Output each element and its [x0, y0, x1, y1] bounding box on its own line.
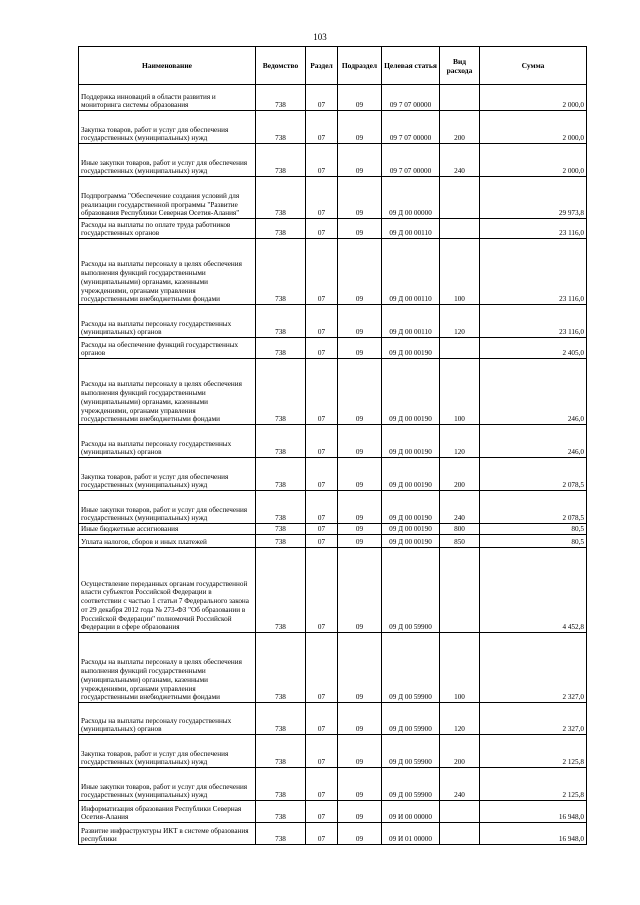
row-target: 09 Д 00 59900 — [382, 548, 440, 633]
header-amount: Сумма — [480, 47, 587, 85]
row-section: 07 — [306, 85, 338, 111]
row-dept: 738 — [256, 633, 306, 703]
row-expense — [440, 177, 480, 219]
row-dept: 738 — [256, 111, 306, 144]
row-subsection: 09 — [338, 85, 382, 111]
row-subsection: 09 — [338, 111, 382, 144]
row-expense: 120 — [440, 703, 480, 735]
row-section: 07 — [306, 801, 338, 823]
row-expense: 200 — [440, 735, 480, 768]
table-row — [79, 548, 587, 633]
page-number: 103 — [313, 32, 327, 42]
row-expense — [440, 85, 480, 111]
row-dept: 738 — [256, 85, 306, 111]
row-dept: 738 — [256, 823, 306, 845]
row-dept: 738 — [256, 177, 306, 219]
table-row — [79, 239, 587, 305]
row-dept: 738 — [256, 425, 306, 458]
row-expense — [440, 548, 480, 633]
row-name: Иные бюджетные ассигнования — [79, 524, 256, 535]
table-row — [79, 524, 587, 535]
row-dept: 738 — [256, 359, 306, 425]
row-expense: 200 — [440, 458, 480, 491]
header-target: Целевая статья — [382, 47, 440, 85]
row-subsection: 09 — [338, 359, 382, 425]
row-target: 09 И 00 00000 — [382, 801, 440, 823]
row-subsection: 09 — [338, 177, 382, 219]
row-name: Иные закупки товаров, работ и услуг для обеспечения государственных (муниципальных) нужд — [79, 144, 256, 177]
row-subsection: 09 — [338, 338, 382, 359]
row-target: 09 Д 00 00190 — [382, 491, 440, 524]
row-dept: 738 — [256, 735, 306, 768]
row-expense — [440, 338, 480, 359]
row-name: Уплата налогов, сборов и иных платежей — [79, 535, 256, 548]
budget-table — [78, 46, 587, 845]
row-subsection: 09 — [338, 633, 382, 703]
table-row — [79, 735, 587, 768]
row-section: 07 — [306, 524, 338, 535]
row-name: Расходы на обеспечение функций государственных органов — [79, 338, 256, 359]
row-subsection: 09 — [338, 823, 382, 845]
row-section: 07 — [306, 425, 338, 458]
header-expense: Вид расхода — [440, 47, 480, 85]
row-subsection: 09 — [338, 425, 382, 458]
row-expense: 800 — [440, 524, 480, 535]
row-section: 07 — [306, 359, 338, 425]
table-row — [79, 305, 587, 338]
row-name: Иные закупки товаров, работ и услуг для обеспечения государственных (муниципальных) нужд — [79, 768, 256, 801]
row-section: 07 — [306, 219, 338, 239]
row-amount: 2 327,0 — [480, 703, 587, 735]
row-name: Осуществление переданных органам государственной власти субъектов Российской Федерации в соответствии с частью 1 статьи 7 Федерального закона от 29 декабря 2012 года № 273-ФЗ "Об образовании в Российской Федерации" полномочий Российской Федерации в сфере образования — [79, 548, 256, 633]
row-amount: 23 116,0 — [480, 305, 587, 338]
table-row — [79, 491, 587, 524]
row-amount: 2 078,5 — [480, 491, 587, 524]
row-name: Расходы на выплаты персоналу в целях обеспечения выполнения функций государственными (муниципальными) органами, казенными учреждениями, органами управления государственными внебюджетными фондами — [79, 633, 256, 703]
row-section: 07 — [306, 458, 338, 491]
row-subsection: 09 — [338, 801, 382, 823]
row-subsection: 09 — [338, 458, 382, 491]
row-amount: 16 948,0 — [480, 801, 587, 823]
row-dept: 738 — [256, 548, 306, 633]
row-name: Расходы на выплаты персоналу государственных (муниципальных) органов — [79, 425, 256, 458]
row-section: 07 — [306, 768, 338, 801]
row-dept: 738 — [256, 524, 306, 535]
row-section: 07 — [306, 144, 338, 177]
row-name: Поддержка инноваций в области развития и мониторинга системы образования — [79, 85, 256, 111]
row-subsection: 09 — [338, 548, 382, 633]
row-dept: 738 — [256, 491, 306, 524]
row-target: 09 Д 00 00190 — [382, 359, 440, 425]
table-row — [79, 219, 587, 239]
row-dept: 738 — [256, 338, 306, 359]
row-amount: 23 116,0 — [480, 219, 587, 239]
row-section: 07 — [306, 823, 338, 845]
row-target: 09 Д 00 00190 — [382, 338, 440, 359]
row-expense: 120 — [440, 425, 480, 458]
row-name: Расходы на выплаты персоналу в целях обеспечения выполнения функций государственными (муниципальными) органами, казенными учреждениями, органами управления государственными внебюджетными фондами — [79, 239, 256, 305]
header-row — [79, 47, 587, 85]
row-target: 09 7 07 00000 — [382, 85, 440, 111]
row-dept: 738 — [256, 219, 306, 239]
row-target: 09 Д 00 00110 — [382, 305, 440, 338]
row-section: 07 — [306, 633, 338, 703]
row-amount: 2 327,0 — [480, 633, 587, 703]
row-dept: 738 — [256, 703, 306, 735]
row-amount: 2 078,5 — [480, 458, 587, 491]
row-name: Расходы на выплаты персоналу государственных (муниципальных) органов — [79, 703, 256, 735]
row-name: Развитие инфраструктуры ИКТ в системе образования республики — [79, 823, 256, 845]
row-amount: 4 452,8 — [480, 548, 587, 633]
row-name: Информатизация образования Республики Северная Осетия-Алания — [79, 801, 256, 823]
row-subsection: 09 — [338, 524, 382, 535]
table-row — [79, 801, 587, 823]
row-subsection: 09 — [338, 219, 382, 239]
table-row — [79, 703, 587, 735]
row-section: 07 — [306, 548, 338, 633]
row-amount: 2 125,8 — [480, 735, 587, 768]
row-amount: 2 000,0 — [480, 85, 587, 111]
row-amount: 16 948,0 — [480, 823, 587, 845]
row-amount: 29 973,8 — [480, 177, 587, 219]
row-expense: 240 — [440, 768, 480, 801]
header-subsection: Подраздел — [338, 47, 382, 85]
row-expense: 850 — [440, 535, 480, 548]
row-dept: 738 — [256, 144, 306, 177]
row-subsection: 09 — [338, 305, 382, 338]
table-row — [79, 425, 587, 458]
row-target: 09 Д 00 59900 — [382, 735, 440, 768]
row-amount: 80,5 — [480, 524, 587, 535]
row-target: 09 Д 00 00190 — [382, 524, 440, 535]
row-section: 07 — [306, 239, 338, 305]
row-amount: 23 116,0 — [480, 239, 587, 305]
row-section: 07 — [306, 491, 338, 524]
row-expense — [440, 823, 480, 845]
row-name: Расходы на выплаты персоналу государственных (муниципальных) органов — [79, 305, 256, 338]
row-name: Расходы на выплаты персоналу в целях обеспечения выполнения функций государственными (муниципальными) органами, казенными учреждениями, органами управления государственными внебюджетными фондами — [79, 359, 256, 425]
row-dept: 738 — [256, 458, 306, 491]
row-name: Иные закупки товаров, работ и услуг для обеспечения государственных (муниципальных) нужд — [79, 491, 256, 524]
row-name: Расходы на выплаты по оплате труда работников государственных органов — [79, 219, 256, 239]
row-name: Закупка товаров, работ и услуг для обеспечения государственных (муниципальных) нужд — [79, 735, 256, 768]
header-dept: Ведомство — [256, 47, 306, 85]
row-amount: 2 000,0 — [480, 111, 587, 144]
table-row — [79, 633, 587, 703]
row-dept: 738 — [256, 305, 306, 338]
row-amount: 246,0 — [480, 425, 587, 458]
row-dept: 738 — [256, 768, 306, 801]
row-section: 07 — [306, 305, 338, 338]
header-section: Раздел — [306, 47, 338, 85]
row-name: Закупка товаров, работ и услуг для обеспечения государственных (муниципальных) нужд — [79, 111, 256, 144]
table-row — [79, 338, 587, 359]
row-expense: 200 — [440, 111, 480, 144]
row-expense: 120 — [440, 305, 480, 338]
row-subsection: 09 — [338, 768, 382, 801]
row-subsection: 09 — [338, 239, 382, 305]
row-expense: 240 — [440, 491, 480, 524]
table-body — [79, 85, 587, 845]
row-target: 09 Д 00 00190 — [382, 458, 440, 491]
row-target: 09 Д 00 00110 — [382, 219, 440, 239]
row-amount: 2 125,8 — [480, 768, 587, 801]
row-section: 07 — [306, 703, 338, 735]
table-row — [79, 823, 587, 845]
row-target: 09 Д 00 00190 — [382, 425, 440, 458]
table-row — [79, 144, 587, 177]
row-dept: 738 — [256, 801, 306, 823]
row-amount: 2 000,0 — [480, 144, 587, 177]
row-target: 09 Д 00 59900 — [382, 633, 440, 703]
header-name: Наименование — [79, 47, 256, 85]
row-dept: 738 — [256, 239, 306, 305]
row-expense: 100 — [440, 239, 480, 305]
table-row — [79, 535, 587, 548]
row-section: 07 — [306, 338, 338, 359]
row-target: 09 Д 00 59900 — [382, 703, 440, 735]
row-target: 09 7 07 00000 — [382, 111, 440, 144]
row-subsection: 09 — [338, 703, 382, 735]
row-target: 09 Д 00 00110 — [382, 239, 440, 305]
row-target: 09 Д 00 00190 — [382, 535, 440, 548]
row-subsection: 09 — [338, 535, 382, 548]
table-row — [79, 177, 587, 219]
table-row — [79, 85, 587, 111]
row-section: 07 — [306, 177, 338, 219]
row-amount: 2 405,0 — [480, 338, 587, 359]
row-section: 07 — [306, 535, 338, 548]
row-subsection: 09 — [338, 144, 382, 177]
row-amount: 80,5 — [480, 535, 587, 548]
table-row — [79, 111, 587, 144]
row-expense — [440, 219, 480, 239]
row-subsection: 09 — [338, 491, 382, 524]
table-row — [79, 768, 587, 801]
row-expense — [440, 801, 480, 823]
row-target: 09 7 07 00000 — [382, 144, 440, 177]
row-amount: 246,0 — [480, 359, 587, 425]
row-subsection: 09 — [338, 735, 382, 768]
table-row — [79, 458, 587, 491]
row-section: 07 — [306, 111, 338, 144]
row-target: 09 Д 00 00000 — [382, 177, 440, 219]
table-row — [79, 359, 587, 425]
row-target: 09 И 01 00000 — [382, 823, 440, 845]
row-dept: 738 — [256, 535, 306, 548]
row-name: Закупка товаров, работ и услуг для обеспечения государственных (муниципальных) нужд — [79, 458, 256, 491]
row-section: 07 — [306, 735, 338, 768]
row-target: 09 Д 00 59900 — [382, 768, 440, 801]
row-name: Подпрограмма "Обеспечение создания условий для реализации государственной программы "Развитие образования Республики Северная Осетия-Алания" — [79, 177, 256, 219]
row-expense: 240 — [440, 144, 480, 177]
row-expense: 100 — [440, 359, 480, 425]
row-expense: 100 — [440, 633, 480, 703]
